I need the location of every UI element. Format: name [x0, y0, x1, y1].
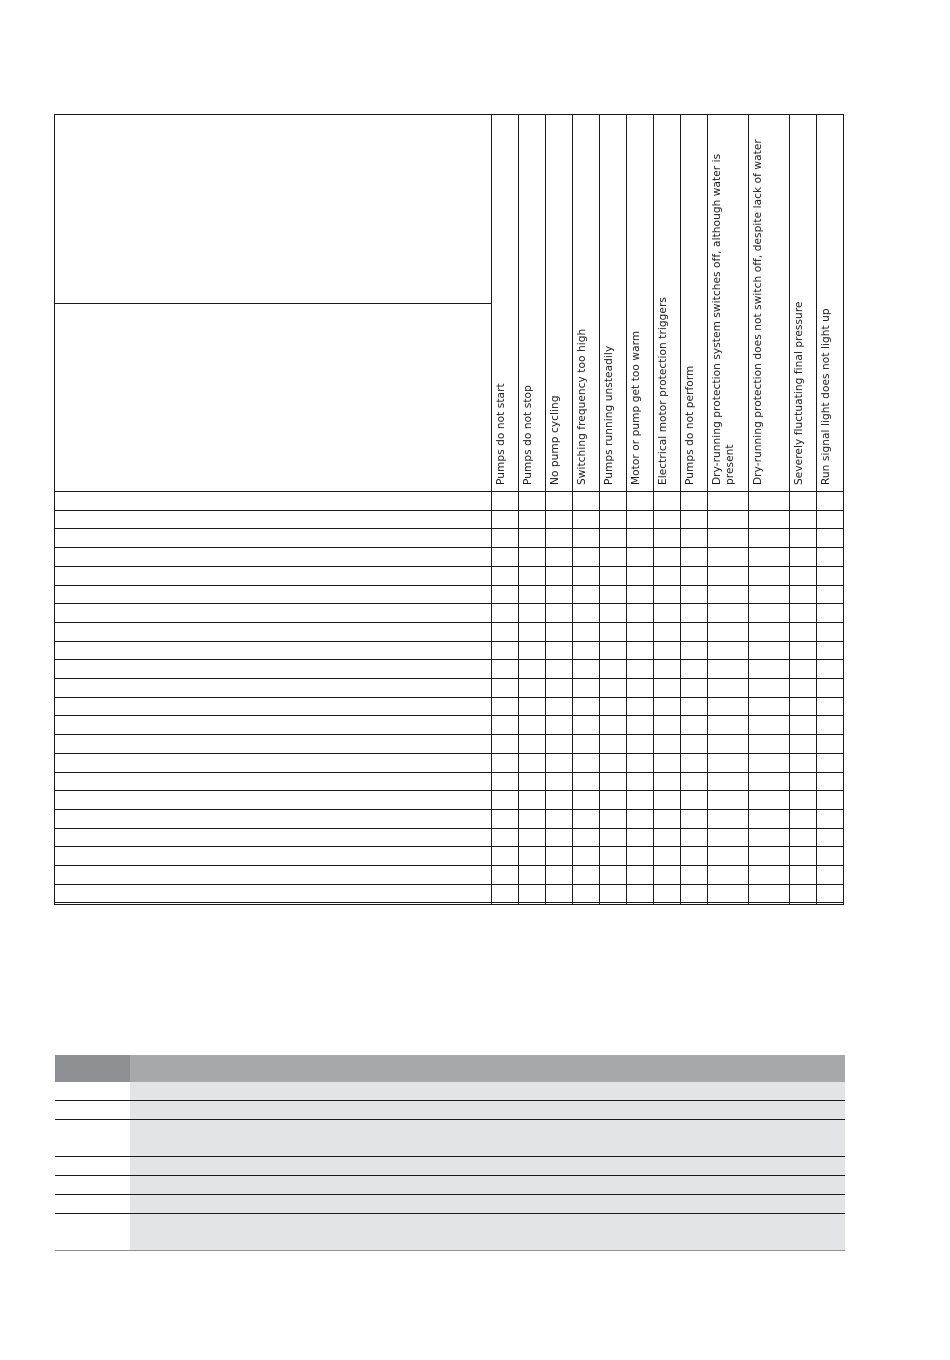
legend-key-cell [55, 1101, 130, 1119]
table-row-line [55, 884, 843, 885]
legend-description-cell [130, 1157, 845, 1175]
legend-row [55, 1082, 845, 1101]
legend-description-cell [130, 1214, 845, 1232]
table-row-line [55, 697, 843, 698]
table-row-line [55, 790, 843, 791]
column-header-label: Switching frequency too high [576, 328, 588, 485]
table-row-line [55, 510, 843, 511]
column-header-label: Run signal light does not light up [820, 308, 832, 485]
table-row-line [55, 566, 843, 567]
legend-key-cell [55, 1232, 130, 1250]
table-row-line [55, 809, 843, 810]
column-header-label: Electrical motor protection triggers [657, 297, 669, 485]
table-row-line [55, 678, 843, 679]
table-row-line [55, 585, 843, 586]
column-header-label: No pump cycling [549, 395, 561, 485]
column-header-label: Dry-running protection system switches off, although water is present [711, 153, 736, 485]
legend-description-cell [130, 1176, 845, 1194]
legend-row [55, 1101, 845, 1120]
table-row-line [55, 846, 843, 847]
table-row-line [55, 528, 843, 529]
column-header-label: Pumps do not start [495, 383, 507, 485]
table-row-line [55, 734, 843, 735]
legend-description-cell [130, 1195, 845, 1213]
column-header-label: Pumps do not perform [684, 365, 696, 485]
table-row-line [55, 715, 843, 716]
table-row-line [55, 547, 843, 548]
legend-header-key-cell [55, 1055, 130, 1082]
column-header-label: Severely fluctuating final pressure [793, 301, 805, 485]
table-row-line [55, 603, 843, 604]
legend-row [55, 1157, 845, 1176]
column-header-label: Pumps running unsteadily [603, 345, 615, 485]
header-divider-line [55, 303, 491, 304]
legend-description-cell [130, 1138, 845, 1156]
table-row-line [55, 622, 843, 623]
legend-description-cell [130, 1120, 845, 1138]
legend-row [55, 1176, 845, 1195]
table-row-line [55, 641, 843, 642]
legend-row [55, 1138, 845, 1157]
legend-description-cell [130, 1232, 845, 1250]
legend-row [55, 1232, 845, 1251]
legend-key-cell [55, 1138, 130, 1156]
legend-row [55, 1120, 845, 1139]
legend-key-cell [55, 1157, 130, 1175]
table-row-line [55, 902, 843, 903]
legend-description-cell [130, 1101, 845, 1119]
table-row-line [55, 491, 843, 492]
fault-cause-table [54, 114, 844, 905]
table-row-line [55, 659, 843, 660]
legend-key-cell [55, 1195, 130, 1213]
legend-header-description-cell [130, 1055, 845, 1082]
legend-row [55, 1195, 845, 1214]
column-header-label: Pumps do not stop [522, 385, 534, 485]
table-row-line [55, 828, 843, 829]
column-header-label: Motor or pump get too warm [630, 330, 642, 485]
legend-row [55, 1214, 845, 1233]
legend-description-cell [130, 1082, 845, 1100]
legend-key-cell [55, 1176, 130, 1194]
table-row-line [55, 772, 843, 773]
table-row-line [55, 865, 843, 866]
legend-key-cell [55, 1082, 130, 1100]
column-header-label: Dry-running protection does not switch off, despite lack of water [752, 139, 764, 485]
legend-row-line [55, 1250, 845, 1251]
table-row-line [55, 753, 843, 754]
legend-key-cell [55, 1214, 130, 1232]
legend-table [55, 1055, 845, 1251]
legend-key-cell [55, 1120, 130, 1138]
